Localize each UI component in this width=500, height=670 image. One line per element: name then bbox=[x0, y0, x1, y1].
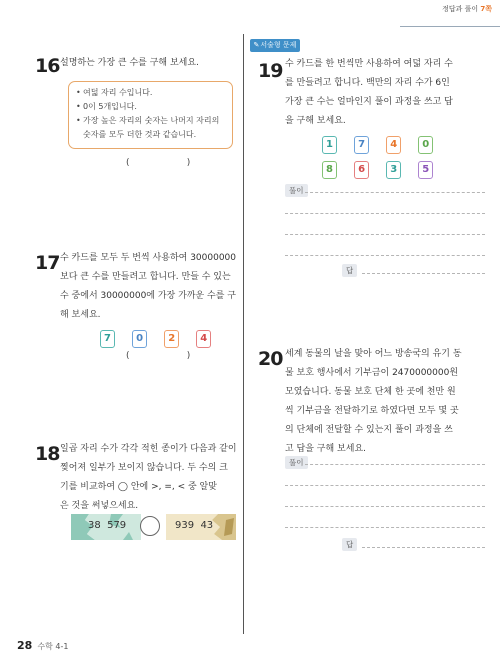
answer-line[interactable] bbox=[362, 273, 485, 274]
answer-prefix: 정답과 풀이 bbox=[442, 5, 479, 13]
number-card: 7 bbox=[100, 330, 115, 348]
number-card: 5 bbox=[418, 161, 433, 179]
compare-circle[interactable] bbox=[140, 516, 160, 536]
condition-item: • 가장 높은 자리의 숫자는 나머지 자리의 숫자를 모두 더한 것과 같습니다. bbox=[83, 114, 226, 142]
question-20-number: 20 bbox=[258, 348, 283, 370]
answer-page: 7쪽 bbox=[480, 5, 492, 13]
number-card: 7 bbox=[354, 136, 369, 154]
number-card: 6 bbox=[354, 161, 369, 179]
question-18-number: 18 bbox=[35, 443, 60, 465]
answer-line[interactable] bbox=[285, 527, 485, 528]
answer-blank-17[interactable]: ( ) bbox=[126, 351, 191, 361]
torn-paper-right bbox=[166, 514, 236, 540]
book-title: 수학 4-1 bbox=[37, 642, 69, 651]
page-number: 28 bbox=[17, 639, 33, 652]
question-17-text: 수 카드를 모두 두 번씩 사용하여 30000000 보다 큰 수를 만들려고 합니다. 만들 수 있는 수 중에서 30000000에 가장 가까운 수를 구 해 보세요. bbox=[60, 253, 236, 320]
number-card: 8 bbox=[322, 161, 337, 179]
answer-reference bbox=[442, 4, 492, 14]
number-card: 3 bbox=[386, 161, 401, 179]
number-card-row bbox=[322, 132, 445, 154]
answer-label-20: 답 bbox=[342, 538, 357, 551]
number-card: 4 bbox=[196, 330, 211, 348]
page-footer bbox=[17, 634, 68, 653]
answer-blank-16[interactable]: ( ) bbox=[126, 158, 191, 168]
header-rule bbox=[400, 26, 500, 27]
condition-item: • 여덟 자리 수입니다. bbox=[83, 86, 226, 100]
solution-label-19: 풀이 bbox=[285, 184, 308, 197]
number-card: 4 bbox=[386, 136, 401, 154]
answer-label-19: 답 bbox=[342, 264, 357, 277]
number-card: 1 bbox=[322, 136, 337, 154]
question-18-text: 일곱 자리 수가 각각 적힌 종이가 다음과 같이 찢어져 일부가 보이지 않습니다. 두 수의 크 기를 비교하여 ◯ 안에 >, =, < 중 알맞 은 것을 써넣으세요. bbox=[60, 444, 237, 511]
page-header bbox=[400, 0, 500, 34]
solution-label-20: 풀이 bbox=[285, 456, 308, 469]
column-divider bbox=[243, 34, 244, 634]
question-19-text: 수 카드를 한 번씩만 사용하여 여덟 자리 수 를 만들려고 합니다. 백만의 자리 수가 6인 가장 큰 수는 얼마인지 풀이 과정을 쓰고 답 을 구해 보세요. bbox=[285, 59, 453, 126]
question-16-text: 설명하는 가장 큰 수를 구해 보세요. bbox=[60, 58, 199, 68]
answer-line[interactable] bbox=[285, 485, 485, 486]
condition-box bbox=[68, 81, 233, 149]
condition-item: • 0이 5개입니다. bbox=[83, 100, 226, 114]
question-16-number: 16 bbox=[35, 55, 60, 77]
answer-line[interactable] bbox=[362, 547, 485, 548]
section-badge: ✎서술형 문제 bbox=[250, 39, 300, 52]
number-card: 0 bbox=[132, 330, 147, 348]
answer-line[interactable] bbox=[285, 213, 485, 214]
number-card: 0 bbox=[418, 136, 433, 154]
answer-line[interactable] bbox=[285, 506, 485, 507]
answer-line[interactable] bbox=[285, 255, 485, 256]
answer-line[interactable] bbox=[305, 192, 485, 193]
torn-paper-left bbox=[71, 514, 141, 540]
number-card: 2 bbox=[164, 330, 179, 348]
right-number: 939 43 bbox=[175, 520, 214, 531]
question-20-text: 세계 동물의 날을 맞아 어느 방송국의 유기 동 물 보호 행사에서 기부금이 2470000000원 모였습니다. 동물 보호 단체 한 곳에 천만 원 씩 기부금을 전달하기로 하였다면 모두 몇 곳 의 단체에 전달할 수 있는지 풀이 과정을 쓰 고 답을 구해 보세요. bbox=[285, 349, 462, 454]
question-19-number: 19 bbox=[258, 60, 283, 82]
question-17-number: 17 bbox=[35, 252, 60, 274]
pencil-icon: ✎ bbox=[253, 41, 260, 49]
answer-line[interactable] bbox=[305, 464, 485, 465]
number-card-row bbox=[322, 157, 445, 179]
left-number: 38 579 bbox=[88, 520, 127, 531]
number-card-row bbox=[100, 326, 223, 348]
answer-line[interactable] bbox=[285, 234, 485, 235]
